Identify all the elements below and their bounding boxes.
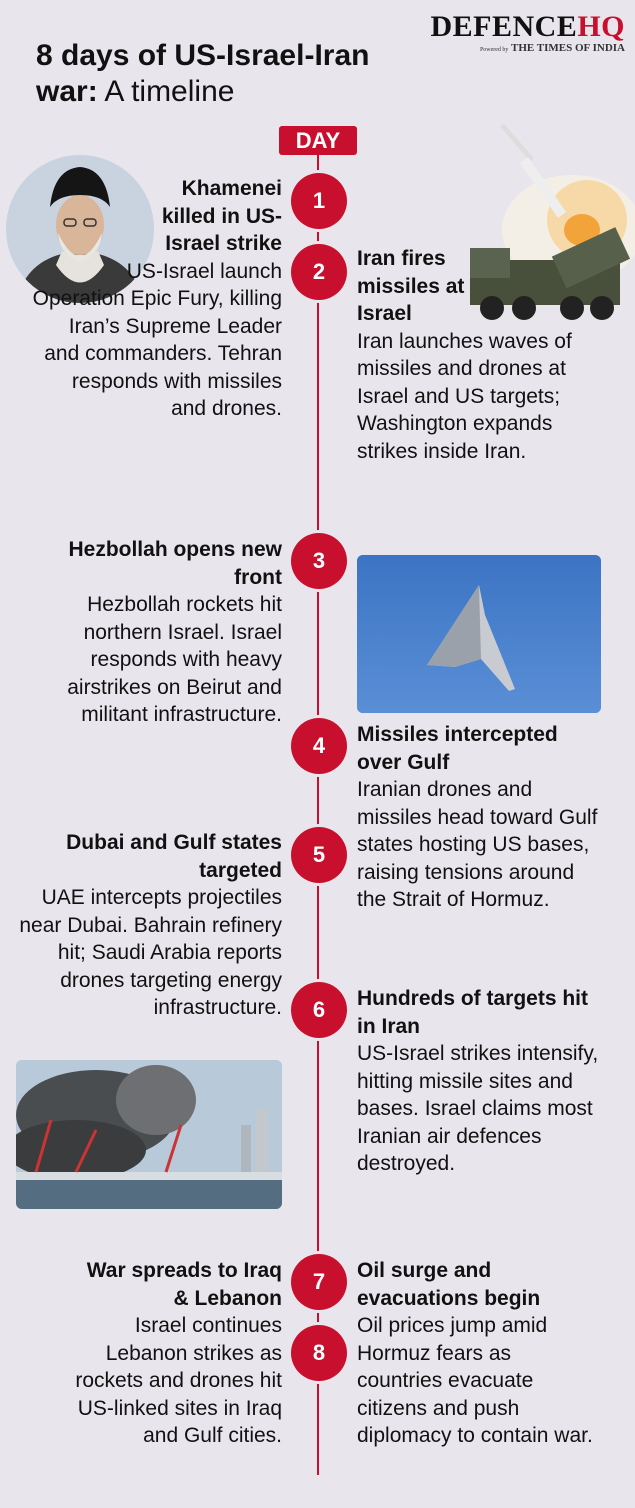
brand-sub: THE TIMES OF INDIA xyxy=(511,42,625,54)
brand-hq: HQ xyxy=(577,10,625,43)
title-rest: A timeline xyxy=(104,75,235,108)
event-heading: War spreads to Iraq & Lebanon xyxy=(86,1259,282,1310)
event-day-2 xyxy=(357,245,607,465)
day-marker-4: 4 xyxy=(291,718,347,774)
event-heading: Hundreds of targets hit in Iran xyxy=(357,987,589,1038)
smoke-harbor-photo xyxy=(16,1060,282,1209)
event-body: UAE intercepts projectiles near Dubai. Bahrain refinery hit; Saudi Arabia reports drones targeting energy infrastructure. xyxy=(19,886,282,1019)
day-marker-7: 7 xyxy=(291,1254,347,1310)
event-day-4 xyxy=(357,721,607,914)
event-body: US-Israel launch Operation Epic Fury, killing Iran’s Supreme Leader and commanders. Tehran responds with missiles and drones. xyxy=(32,259,282,420)
event-day-8 xyxy=(357,1257,602,1450)
day-marker-1: 1 xyxy=(291,173,347,229)
event-heading: Iran fires missiles at Israel xyxy=(357,247,465,325)
event-day-1 xyxy=(32,175,282,423)
event-day-3 xyxy=(17,536,282,729)
day-label: DAY xyxy=(279,126,357,155)
event-day-6 xyxy=(357,985,607,1178)
brand-logo xyxy=(430,10,625,54)
event-body: US-Israel strikes intensify, hitting missile sites and bases. Israel claims most Iranian air defences destroyed. xyxy=(357,1042,599,1175)
drone-photo xyxy=(357,555,601,713)
event-body: Hezbollah rockets hit northern Israel. Israel responds with heavy airstrikes on Beirut and militant infrastructure. xyxy=(67,593,282,726)
event-heading: Hezbollah opens new front xyxy=(68,538,282,589)
day-marker-5: 5 xyxy=(291,827,347,883)
event-heading: Khamenei killed in US-Israel strike xyxy=(161,177,282,255)
event-heading: Oil surge and evacuations begin xyxy=(357,1259,541,1310)
day-marker-2: 2 xyxy=(291,244,347,300)
event-day-7 xyxy=(67,1257,282,1450)
event-body: Iran launches waves of missiles and drones at Israel and US targets; Washington expands strikes inside Iran. xyxy=(357,329,572,463)
event-body: Oil prices jump amid Hormuz fears as countries evacuate citizens and push diplomacy to contain war. xyxy=(357,1314,593,1447)
event-day-5 xyxy=(12,829,282,1022)
event-heading: Dubai and Gulf states targeted xyxy=(66,831,282,882)
brand-main: DEFENCE xyxy=(430,10,578,43)
page-title xyxy=(36,38,436,110)
event-body: Iranian drones and missiles head toward Gulf states hosting US bases, raising tensions around the Strait of Hormuz. xyxy=(357,778,598,911)
day-marker-3: 3 xyxy=(291,533,347,589)
event-heading: Missiles intercepted over Gulf xyxy=(357,723,558,774)
title-bold: 8 days of US-Israel-Iran war: xyxy=(36,39,370,108)
day-marker-8: 8 xyxy=(291,1325,347,1381)
event-body: Israel continues Lebanon strikes as rockets and drones hit US-linked sites in Iraq and Gulf cities. xyxy=(75,1314,282,1447)
brand-powered: Powered by xyxy=(479,47,509,53)
day-marker-6: 6 xyxy=(291,982,347,1038)
